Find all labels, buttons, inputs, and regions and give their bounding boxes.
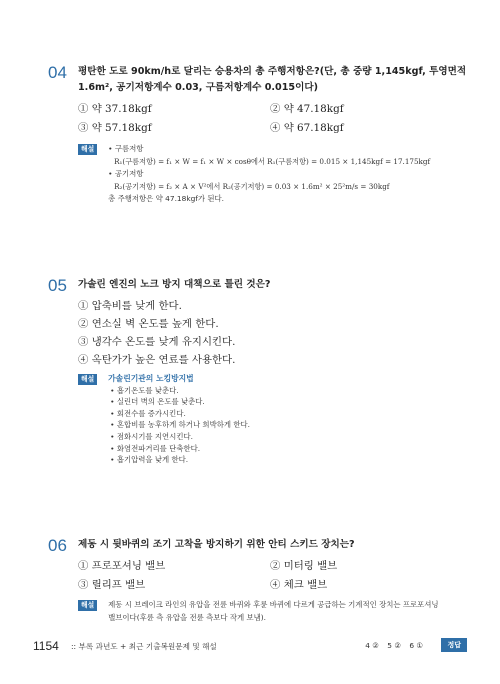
question-number: 05 [48, 276, 67, 295]
explanation-item: • 실린더 벽의 온도를 낮춘다. [110, 397, 205, 407]
page-number: 1154 [33, 639, 59, 653]
options [78, 102, 468, 135]
answer-6: 6 ① [409, 641, 423, 650]
answer-key [359, 641, 423, 650]
answer-5: 5 ② [387, 641, 401, 650]
explanation-line: 총 주행저항은 약 47.18kgf가 된다. [108, 194, 225, 203]
explanation-item: • 흡기압력을 낮게 한다. [110, 455, 189, 465]
explanation [78, 143, 468, 206]
explanation-item: • 혼합비를 농후하게 하거나 희박하게 한다. [110, 420, 250, 430]
question-number: 06 [48, 536, 67, 555]
explanation-line: • 공기저항 [108, 169, 144, 178]
option-3[interactable]: ③ 냉각수 온도를 낮게 유지시킨다. [78, 336, 236, 348]
explanation [78, 599, 468, 624]
question-06 [48, 537, 468, 624]
explanation-badge: 해설 [78, 144, 97, 155]
explanation-line: 밸브이다(후륜 측 유압을 전륜 측보다 작게 보냄). [108, 612, 267, 622]
option-1[interactable]: ① 프로포셔닝 밸브 [78, 560, 166, 572]
question-text: 평탄한 도로 90km/h로 달리는 승용차의 총 주행저항은?(단, 총 중량 1,145kgf, 투영면적 1.6m², 공기저항계수 0.03, 구름저항계수 0.015이다) [78, 66, 467, 93]
explanation [78, 373, 468, 466]
option-4[interactable]: ④ 체크 밸브 [270, 579, 328, 591]
explanation-item: • 점화시기를 지연시킨다. [110, 431, 193, 441]
option-1[interactable]: ① 약 37.18kgf [78, 103, 152, 115]
explanation-item: • 흡기온도를 낮춘다. [110, 385, 179, 395]
footer-title: :: 부록 과년도 + 최근 기출복원문제 및 해설 [71, 642, 217, 651]
option-4[interactable]: ④ 약 67.18kgf [270, 122, 344, 134]
explanation-title: 가솔린기관의 노킹방지법 [108, 374, 194, 383]
question-text: 제동 시 뒷바퀴의 조기 고착을 방지하기 위한 안티 스키드 장치는? [78, 539, 355, 550]
explanation-line: 제동 시 브레이크 라인의 유압을 전륜 바퀴와 후륜 바퀴에 다르게 공급하는 기계적인 장치는 프로포셔닝 [108, 600, 439, 609]
question-05 [48, 277, 468, 466]
option-1[interactable]: ① 압축비를 낮게 한다. [78, 300, 182, 312]
option-2[interactable]: ② 연소실 벽 온도를 높게 한다. [78, 318, 219, 330]
option-4[interactable]: ④ 옥탄가가 높은 연료를 사용한다. [78, 354, 236, 366]
explanation-badge: 해설 [78, 374, 97, 385]
explanation-line: • 구름저항 [108, 144, 144, 153]
option-3[interactable]: ③ 약 57.18kgf [78, 122, 152, 134]
explanation-badge: 해설 [78, 600, 97, 611]
option-3[interactable]: ③ 릴리프 밸브 [78, 579, 146, 591]
explanation-item: • 화염전파거리를 단축한다. [110, 443, 201, 453]
options [78, 299, 468, 367]
answer-4: 4 ② [365, 641, 379, 650]
formula-line: R₁(구름저항) = f₁ × W = f₁ × W × cosθ에서 R₁(구름저항) = 0.015 × 1,145kgf = 17.175kgf [114, 156, 431, 166]
option-2[interactable]: ② 약 47.18kgf [270, 103, 344, 115]
explanation-item: • 회전수를 증가시킨다. [110, 408, 186, 418]
question-04 [48, 64, 468, 206]
page-footer [33, 637, 467, 657]
question-text: 가솔린 엔진의 노크 방지 대책으로 틀린 것은? [78, 279, 271, 290]
answer-label: 정답 [441, 638, 467, 652]
options [78, 559, 468, 592]
option-2[interactable]: ② 미터링 밸브 [270, 560, 338, 572]
question-number: 04 [48, 63, 67, 82]
formula-line: R₂(공기저항) = f₂ × A × V²에서 R₂(공기저항) = 0.03 × 1.6m² × 25²m/s = 30kgf [114, 181, 390, 191]
